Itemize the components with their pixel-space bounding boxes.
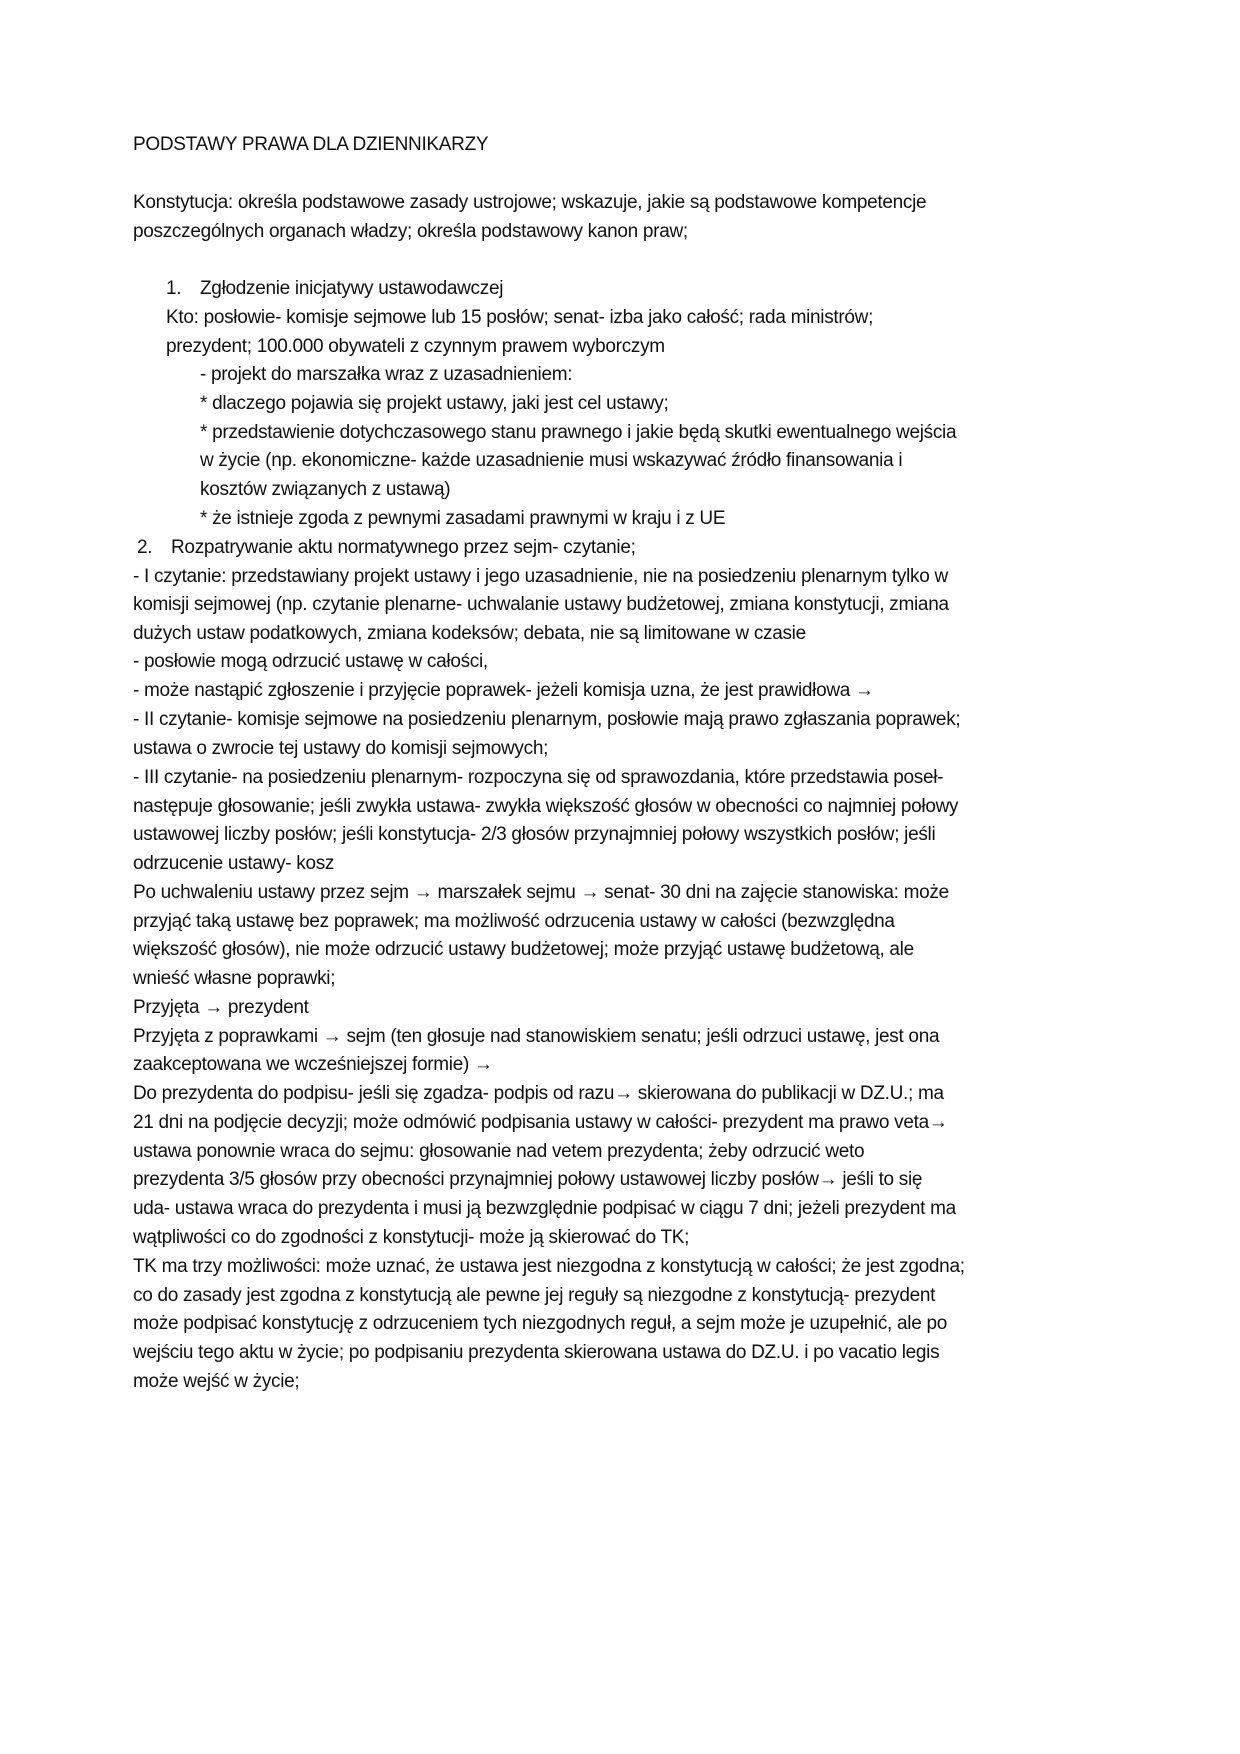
text-line bbox=[133, 622, 806, 646]
text-line bbox=[200, 421, 956, 445]
line-text: dużych ustaw podatkowych, zmiana kodeksów; debata, nie są limitowane w czasie bbox=[133, 623, 806, 644]
line-text: - I czytanie: przedstawiany projekt ustawy i jego uzasadnienie, nie na posiedzeniu plenarnym tylko w bbox=[133, 566, 948, 587]
text-line bbox=[133, 650, 488, 674]
text-line bbox=[133, 1255, 965, 1279]
text-line bbox=[133, 679, 874, 703]
text-line bbox=[200, 363, 572, 387]
line-text: zaakceptowana we wcześniejszej formie) → bbox=[133, 1054, 493, 1075]
line-text: TK ma trzy możliwości: może uznać, że ustawa jest niezgodna z konstytucją w całości; że jest zgodna; bbox=[133, 1256, 965, 1277]
text-line bbox=[133, 1370, 299, 1394]
text-line bbox=[133, 1140, 864, 1164]
text-line bbox=[200, 507, 725, 531]
line-text: kosztów związanych z ustawą) bbox=[200, 479, 451, 500]
line-text: odrzucenie ustawy- kosz bbox=[133, 853, 335, 874]
text-line bbox=[133, 565, 948, 589]
list-number: 2. bbox=[137, 537, 153, 558]
numbered-list-item bbox=[166, 277, 503, 301]
text-line bbox=[166, 306, 873, 330]
line-text: uda- ustawa wraca do prezydenta i musi ją bezwzględnie podpisać w ciągu 7 dni; jeżeli prezydent ma bbox=[133, 1198, 956, 1219]
line-text: wejściu tego aktu w życie; po podpisaniu prezydenta skierowana ustawa do DZ.U. i po vacatio legis bbox=[133, 1342, 940, 1363]
line-text: może wejść w życie; bbox=[133, 1371, 300, 1392]
line-text: Rozpatrywanie aktu normatywnego przez sejm- czytanie; bbox=[171, 537, 636, 558]
text-line bbox=[200, 478, 450, 502]
line-text: może podpisać konstytucję z odrzuceniem tych niezgodnych reguł, a sejm może je uzupełnić, ale po bbox=[133, 1313, 947, 1334]
line-text: następuje głosowanie; jeśli zwykła ustawa- zwykła większość głosów w obecności co najmniej połowy bbox=[133, 796, 959, 817]
text-line bbox=[133, 766, 943, 790]
text-line bbox=[133, 823, 935, 847]
text-line bbox=[133, 910, 895, 934]
line-text: Do prezydenta do podpisu- jeśli się zgadza- podpis od razu→ skierowana do publikacji w DZ.U.; ma bbox=[133, 1083, 944, 1104]
text-line bbox=[133, 1341, 939, 1365]
text-line bbox=[133, 1025, 939, 1049]
line-text: Konstytucja: określa podstawowe zasady ustrojowe; wskazuje, jakie są podstawowe kompetencje bbox=[133, 192, 927, 213]
numbered-list-item bbox=[137, 536, 636, 560]
line-text: - projekt do marszałka wraz z uzasadnieniem: bbox=[200, 364, 573, 385]
line-text: wnieść własne poprawki; bbox=[133, 968, 336, 989]
line-text: większość głosów), nie może odrzucić ustawy budżetowej; może przyjąć ustawę budżetową, ale bbox=[133, 939, 914, 960]
line-text: ustawowej liczby posłów; jeśli konstytucja- 2/3 głosów przynajmniej połowy wszystkich posłów; jeśli bbox=[133, 824, 936, 845]
text-line bbox=[200, 449, 902, 473]
line-text: komisji sejmowej (np. czytanie plenarne- uchwalanie ustawy budżetowej, zmiana konstytucji, zmiana bbox=[133, 594, 949, 615]
line-text: Przyjęta → prezydent bbox=[133, 997, 309, 1018]
line-text: * że istnieje zgoda z pewnymi zasadami prawnymi w kraju i z UE bbox=[200, 508, 726, 529]
text-line bbox=[133, 996, 309, 1020]
line-text: prezydenta 3/5 głosów przy obecności przynajmniej połowy ustawowej liczby posłów→ jeśli to się bbox=[133, 1169, 923, 1190]
text-line bbox=[133, 967, 335, 991]
text-line bbox=[133, 938, 914, 962]
line-text: * przedstawienie dotychczasowego stanu prawnego i jakie będą skutki ewentualnego wejścia bbox=[200, 422, 957, 443]
text-line bbox=[133, 1284, 935, 1308]
line-text: przyjąć taką ustawę bez poprawek; ma możliwość odrzucenia ustawy w całości (bezwzględna bbox=[133, 911, 895, 932]
line-text: 21 dni na podjęcie decyzji; może odmówić podpisania ustawy w całości- prezydent ma prawo veta→ bbox=[133, 1112, 948, 1133]
line-text: w życie (np. ekonomiczne- każde uzasadnienie musi wskazywać źródło finansowania i bbox=[200, 450, 903, 471]
text-line bbox=[133, 1168, 922, 1192]
text-line bbox=[133, 708, 960, 732]
text-line bbox=[133, 1197, 956, 1221]
line-text: prezydent; 100.000 obywateli z czynnym prawem wyborczym bbox=[166, 336, 665, 357]
line-text: - II czytanie- komisje sejmowe na posiedzeniu plenarnym, posłowie mają prawo zgłaszania poprawek; bbox=[133, 709, 961, 730]
text-line bbox=[133, 1053, 493, 1077]
line-text: co do zasady jest zgodna z konstytucją ale pewne jej reguły są niezgodne z konstytucją- prezydent bbox=[133, 1285, 936, 1306]
line-text: Zgłodzenie inicjatywy ustawodawczej bbox=[200, 278, 504, 299]
line-text: ustawa o zwrocie tej ustawy do komisji sejmowych; bbox=[133, 738, 549, 759]
text-line bbox=[133, 795, 958, 819]
line-text: - może nastąpić zgłoszenie i przyjęcie poprawek- jeżeli komisja uzna, że jest prawidłowa → bbox=[133, 680, 874, 701]
line-text: - III czytanie- na posiedzeniu plenarnym- rozpoczyna się od sprawozdania, które przedstawia poseł- bbox=[133, 767, 944, 788]
text-line bbox=[133, 1226, 689, 1250]
text-line bbox=[133, 593, 949, 617]
text-line bbox=[133, 1111, 948, 1135]
line-text: wątpliwości co do zgodności z konstytucji- może ją skierować do TK; bbox=[133, 1227, 690, 1248]
line-text: ustawa ponownie wraca do sejmu: głosowanie nad vetem prezydenta; żeby odrzucić weto bbox=[133, 1141, 865, 1162]
document-title: PODSTAWY PRAWA DLA DZIENNIKARZY bbox=[133, 134, 489, 155]
text-line bbox=[133, 220, 688, 244]
line-text: Po uchwaleniu ustawy przez sejm → marszałek sejmu → senat- 30 dni na zajęcie stanowiska: może bbox=[133, 882, 949, 903]
text-line bbox=[133, 191, 926, 215]
text-line bbox=[133, 852, 334, 876]
line-text: - posłowie mogą odrzucić ustawę w całości, bbox=[133, 651, 488, 672]
text-line bbox=[200, 392, 669, 416]
line-text: Kto: posłowie- komisje sejmowe lub 15 posłów; senat- izba jako całość; rada ministrów; bbox=[166, 307, 874, 328]
text-line bbox=[133, 881, 949, 905]
text-line bbox=[133, 1082, 944, 1106]
line-text: Przyjęta z poprawkami → sejm (ten głosuje nad stanowiskiem senatu; jeśli odrzuci ustawę, jest ona bbox=[133, 1026, 940, 1047]
line-text: * dlaczego pojawia się projekt ustawy, jaki jest cel ustawy; bbox=[200, 393, 669, 414]
list-number: 1. bbox=[166, 278, 182, 299]
text-line bbox=[133, 1312, 947, 1336]
line-text: poszczególnych organach władzy; określa podstawowy kanon praw; bbox=[133, 221, 688, 242]
text-line bbox=[166, 335, 665, 359]
text-line bbox=[133, 737, 548, 761]
